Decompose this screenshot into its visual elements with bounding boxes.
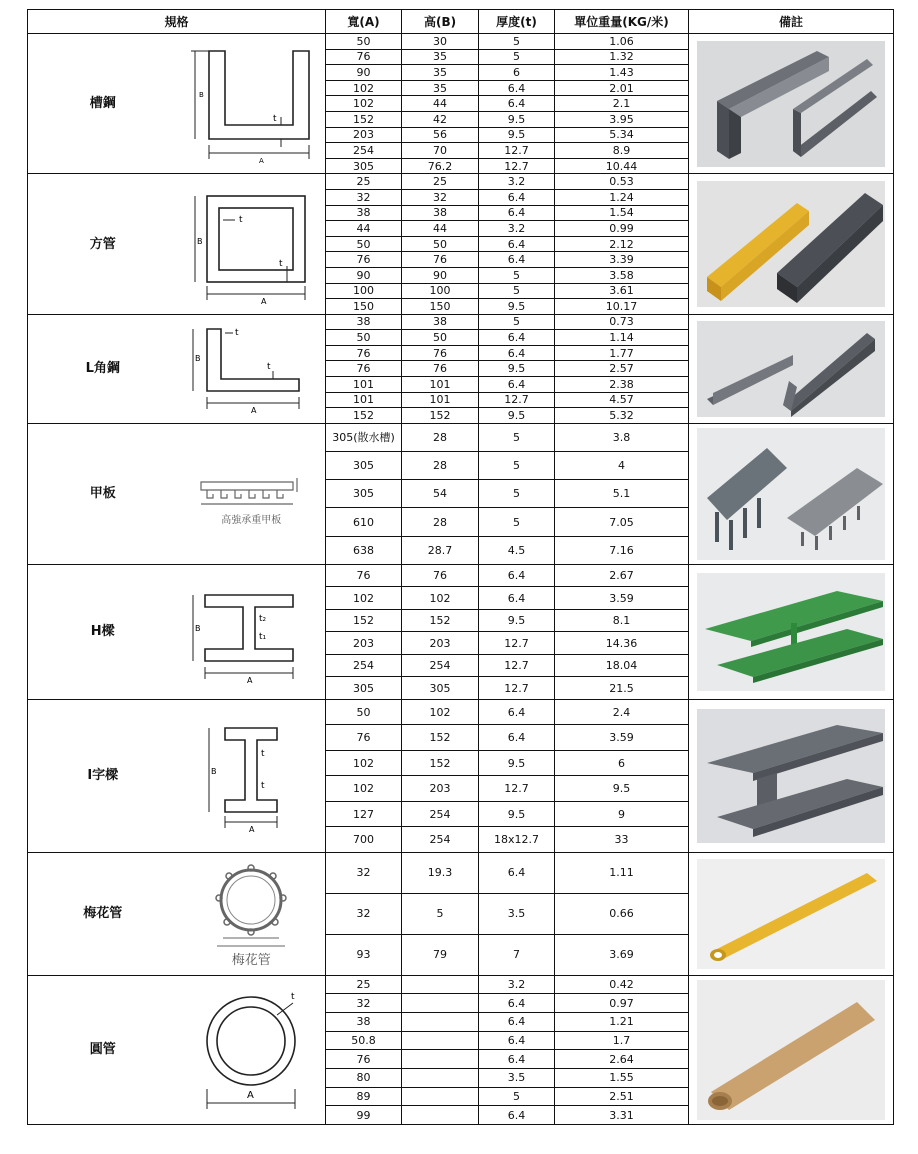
width-cell: 305 bbox=[326, 452, 402, 480]
svg-text:t: t bbox=[235, 327, 239, 338]
width-cell: 25 bbox=[326, 174, 402, 190]
thickness-cell: 5 bbox=[479, 1087, 555, 1106]
weight-cell: 4.57 bbox=[555, 392, 689, 408]
thickness-cell: 6.4 bbox=[479, 345, 555, 361]
cross-section-diagram bbox=[178, 699, 326, 852]
height-cell: 102 bbox=[402, 587, 479, 610]
weight-cell: 1.06 bbox=[555, 34, 689, 50]
width-cell: 89 bbox=[326, 1087, 402, 1106]
thickness-cell: 12.7 bbox=[479, 143, 555, 159]
thickness-cell: 5 bbox=[479, 452, 555, 480]
thickness-cell: 9.5 bbox=[479, 801, 555, 827]
svg-text:t: t bbox=[273, 113, 277, 124]
width-cell: 50 bbox=[326, 699, 402, 725]
thickness-cell: 9.5 bbox=[479, 408, 555, 424]
height-cell: 101 bbox=[402, 392, 479, 408]
header-weight: 單位重量(KG/米) bbox=[555, 10, 689, 34]
svg-text:t₂: t₂ bbox=[259, 613, 267, 624]
weight-cell: 0.73 bbox=[555, 314, 689, 330]
section-name: L角鋼 bbox=[28, 314, 178, 423]
width-cell: 101 bbox=[326, 392, 402, 408]
diagram-caption: 高強承重甲板 bbox=[221, 514, 282, 526]
cross-section-diagram bbox=[178, 852, 326, 975]
width-cell: 50.8 bbox=[326, 1031, 402, 1050]
thickness-cell: 6.4 bbox=[479, 1106, 555, 1125]
svg-text:B: B bbox=[195, 623, 201, 633]
height-cell: 152 bbox=[402, 750, 479, 776]
width-cell: 102 bbox=[326, 776, 402, 802]
width-cell: 50 bbox=[326, 34, 402, 50]
height-cell: 35 bbox=[402, 80, 479, 96]
thickness-cell: 5 bbox=[479, 283, 555, 299]
width-cell: 700 bbox=[326, 827, 402, 853]
height-cell: 76 bbox=[402, 361, 479, 377]
height-cell bbox=[402, 1050, 479, 1069]
width-cell: 76 bbox=[326, 725, 402, 751]
weight-cell: 2.1 bbox=[555, 96, 689, 112]
product-photo bbox=[689, 564, 894, 699]
weight-cell: 1.14 bbox=[555, 330, 689, 346]
width-cell: 203 bbox=[326, 127, 402, 143]
weight-cell: 14.36 bbox=[555, 632, 689, 655]
weight-cell: 2.12 bbox=[555, 236, 689, 252]
weight-cell: 2.57 bbox=[555, 361, 689, 377]
height-cell: 102 bbox=[402, 699, 479, 725]
cross-section-diagram bbox=[178, 314, 326, 423]
weight-cell: 1.54 bbox=[555, 205, 689, 221]
height-cell: 254 bbox=[402, 827, 479, 853]
weight-cell: 0.99 bbox=[555, 221, 689, 237]
thickness-cell: 5 bbox=[479, 49, 555, 65]
thickness-cell: 6.4 bbox=[479, 852, 555, 893]
weight-cell: 2.38 bbox=[555, 377, 689, 393]
width-cell: 76 bbox=[326, 252, 402, 268]
thickness-cell: 3.5 bbox=[479, 1068, 555, 1087]
width-cell: 102 bbox=[326, 96, 402, 112]
thickness-cell: 12.7 bbox=[479, 654, 555, 677]
width-cell: 38 bbox=[326, 1013, 402, 1032]
height-cell: 38 bbox=[402, 205, 479, 221]
svg-text:B: B bbox=[211, 766, 217, 776]
cross-section-diagram bbox=[178, 975, 326, 1124]
width-cell: 638 bbox=[326, 536, 402, 564]
svg-text:t: t bbox=[267, 361, 271, 372]
width-cell: 305 bbox=[326, 480, 402, 508]
thickness-cell: 12.7 bbox=[479, 632, 555, 655]
product-photo bbox=[689, 174, 894, 314]
thickness-cell: 5 bbox=[479, 480, 555, 508]
weight-cell: 10.44 bbox=[555, 158, 689, 174]
weight-cell: 1.7 bbox=[555, 1031, 689, 1050]
section-name: 槽鋼 bbox=[28, 34, 178, 174]
height-cell: 30 bbox=[402, 34, 479, 50]
thickness-cell: 7 bbox=[479, 934, 555, 975]
weight-cell: 2.64 bbox=[555, 1050, 689, 1069]
table-row bbox=[28, 852, 894, 893]
thickness-cell: 12.7 bbox=[479, 392, 555, 408]
height-cell: 152 bbox=[402, 408, 479, 424]
table-row bbox=[28, 34, 894, 50]
header-height: 高(B) bbox=[402, 10, 479, 34]
width-cell: 76 bbox=[326, 345, 402, 361]
weight-cell: 8.1 bbox=[555, 609, 689, 632]
weight-cell: 3.61 bbox=[555, 283, 689, 299]
weight-cell: 2.4 bbox=[555, 699, 689, 725]
thickness-cell: 9.5 bbox=[479, 361, 555, 377]
thickness-cell: 5 bbox=[479, 314, 555, 330]
thickness-cell: 5 bbox=[479, 34, 555, 50]
header-width: 寬(A) bbox=[326, 10, 402, 34]
cross-section-diagram bbox=[178, 34, 326, 174]
weight-cell: 7.16 bbox=[555, 536, 689, 564]
product-photo bbox=[689, 852, 894, 975]
height-cell: 19.3 bbox=[402, 852, 479, 893]
height-cell: 76 bbox=[402, 252, 479, 268]
height-cell: 70 bbox=[402, 143, 479, 159]
thickness-cell: 3.2 bbox=[479, 174, 555, 190]
weight-cell: 2.51 bbox=[555, 1087, 689, 1106]
weight-cell: 7.05 bbox=[555, 508, 689, 536]
header-row bbox=[28, 10, 894, 34]
weight-cell: 3.8 bbox=[555, 423, 689, 451]
svg-text:t: t bbox=[279, 258, 283, 269]
weight-cell: 0.42 bbox=[555, 975, 689, 994]
height-cell: 152 bbox=[402, 725, 479, 751]
height-cell: 28 bbox=[402, 423, 479, 451]
svg-text:A: A bbox=[259, 156, 265, 165]
header-thickness: 厚度(t) bbox=[479, 10, 555, 34]
width-cell: 610 bbox=[326, 508, 402, 536]
svg-text:B: B bbox=[195, 353, 201, 363]
svg-text:A: A bbox=[251, 405, 257, 415]
weight-cell: 3.39 bbox=[555, 252, 689, 268]
section-name: 甲板 bbox=[28, 423, 178, 564]
width-cell: 32 bbox=[326, 994, 402, 1013]
height-cell: 56 bbox=[402, 127, 479, 143]
svg-text:B: B bbox=[197, 236, 203, 246]
section-name: 圓管 bbox=[28, 975, 178, 1124]
height-cell: 44 bbox=[402, 221, 479, 237]
svg-text:A: A bbox=[247, 1089, 255, 1101]
svg-text:t: t bbox=[261, 748, 265, 759]
weight-cell: 1.55 bbox=[555, 1068, 689, 1087]
thickness-cell: 5 bbox=[479, 508, 555, 536]
weight-cell: 3.69 bbox=[555, 934, 689, 975]
height-cell bbox=[402, 975, 479, 994]
width-cell: 254 bbox=[326, 143, 402, 159]
height-cell: 44 bbox=[402, 96, 479, 112]
height-cell: 254 bbox=[402, 801, 479, 827]
thickness-cell: 9.5 bbox=[479, 299, 555, 315]
height-cell: 101 bbox=[402, 377, 479, 393]
cross-section-diagram bbox=[178, 174, 326, 314]
weight-cell: 3.58 bbox=[555, 267, 689, 283]
height-cell bbox=[402, 1106, 479, 1125]
weight-cell: 6 bbox=[555, 750, 689, 776]
width-cell: 80 bbox=[326, 1068, 402, 1087]
thickness-cell: 6.4 bbox=[479, 205, 555, 221]
height-cell bbox=[402, 1013, 479, 1032]
weight-cell: 4 bbox=[555, 452, 689, 480]
thickness-cell: 6.4 bbox=[479, 1013, 555, 1032]
height-cell: 28 bbox=[402, 452, 479, 480]
height-cell bbox=[402, 1068, 479, 1087]
thickness-cell: 6.4 bbox=[479, 699, 555, 725]
thickness-cell: 6.4 bbox=[479, 252, 555, 268]
product-photo bbox=[689, 314, 894, 423]
height-cell bbox=[402, 1031, 479, 1050]
width-cell: 93 bbox=[326, 934, 402, 975]
height-cell: 50 bbox=[402, 330, 479, 346]
height-cell: 203 bbox=[402, 776, 479, 802]
weight-cell: 8.9 bbox=[555, 143, 689, 159]
width-cell: 102 bbox=[326, 587, 402, 610]
diagram-caption: 梅花管 bbox=[231, 953, 271, 969]
width-cell: 101 bbox=[326, 377, 402, 393]
height-cell bbox=[402, 1087, 479, 1106]
section-name: 方管 bbox=[28, 174, 178, 314]
section-name: 梅花管 bbox=[28, 852, 178, 975]
width-cell: 254 bbox=[326, 654, 402, 677]
table-row bbox=[28, 314, 894, 330]
width-cell: 32 bbox=[326, 189, 402, 205]
height-cell: 28 bbox=[402, 508, 479, 536]
weight-cell: 1.11 bbox=[555, 852, 689, 893]
thickness-cell: 6.4 bbox=[479, 189, 555, 205]
width-cell: 203 bbox=[326, 632, 402, 655]
thickness-cell: 3.5 bbox=[479, 893, 555, 934]
spec-table-container bbox=[27, 9, 893, 1125]
section-name: I字樑 bbox=[28, 699, 178, 852]
width-cell: 152 bbox=[326, 609, 402, 632]
height-cell: 100 bbox=[402, 283, 479, 299]
svg-text:A: A bbox=[247, 675, 253, 685]
width-cell: 152 bbox=[326, 408, 402, 424]
width-cell: 90 bbox=[326, 65, 402, 81]
frp-profile-spec-table bbox=[27, 9, 894, 1125]
thickness-cell: 3.2 bbox=[479, 975, 555, 994]
weight-cell: 1.24 bbox=[555, 189, 689, 205]
width-cell: 76 bbox=[326, 1050, 402, 1069]
weight-cell: 3.31 bbox=[555, 1106, 689, 1125]
thickness-cell: 12.7 bbox=[479, 677, 555, 700]
weight-cell: 3.59 bbox=[555, 725, 689, 751]
width-cell: 127 bbox=[326, 801, 402, 827]
width-cell: 32 bbox=[326, 893, 402, 934]
product-photo bbox=[689, 423, 894, 564]
weight-cell: 10.17 bbox=[555, 299, 689, 315]
product-photo bbox=[689, 975, 894, 1124]
thickness-cell: 6.4 bbox=[479, 330, 555, 346]
height-cell: 203 bbox=[402, 632, 479, 655]
height-cell: 32 bbox=[402, 189, 479, 205]
height-cell: 76 bbox=[402, 345, 479, 361]
header-remark: 備註 bbox=[689, 10, 894, 34]
weight-cell: 0.97 bbox=[555, 994, 689, 1013]
thickness-cell: 9.5 bbox=[479, 127, 555, 143]
svg-text:t: t bbox=[239, 214, 243, 225]
table-row bbox=[28, 423, 894, 451]
thickness-cell: 6.4 bbox=[479, 377, 555, 393]
width-cell: 100 bbox=[326, 283, 402, 299]
weight-cell: 2.01 bbox=[555, 80, 689, 96]
height-cell: 35 bbox=[402, 49, 479, 65]
height-cell: 79 bbox=[402, 934, 479, 975]
height-cell: 76.2 bbox=[402, 158, 479, 174]
svg-text:t₁: t₁ bbox=[259, 631, 267, 642]
width-cell: 38 bbox=[326, 205, 402, 221]
thickness-cell: 6.4 bbox=[479, 96, 555, 112]
weight-cell: 3.95 bbox=[555, 111, 689, 127]
thickness-cell: 9.5 bbox=[479, 609, 555, 632]
width-cell: 76 bbox=[326, 49, 402, 65]
thickness-cell: 6 bbox=[479, 65, 555, 81]
section-name: H樑 bbox=[28, 564, 178, 699]
svg-text:A: A bbox=[249, 824, 255, 834]
width-cell: 76 bbox=[326, 361, 402, 377]
weight-cell: 5.34 bbox=[555, 127, 689, 143]
height-cell: 5 bbox=[402, 893, 479, 934]
thickness-cell: 9.5 bbox=[479, 111, 555, 127]
thickness-cell: 5 bbox=[479, 423, 555, 451]
weight-cell: 3.59 bbox=[555, 587, 689, 610]
height-cell: 254 bbox=[402, 654, 479, 677]
thickness-cell: 4.5 bbox=[479, 536, 555, 564]
weight-cell: 0.66 bbox=[555, 893, 689, 934]
svg-text:t: t bbox=[291, 991, 295, 1002]
width-cell: 102 bbox=[326, 750, 402, 776]
height-cell: 35 bbox=[402, 65, 479, 81]
svg-text:A: A bbox=[261, 296, 267, 306]
width-cell: 38 bbox=[326, 314, 402, 330]
thickness-cell: 6.4 bbox=[479, 80, 555, 96]
weight-cell: 9.5 bbox=[555, 776, 689, 802]
weight-cell: 1.32 bbox=[555, 49, 689, 65]
height-cell: 38 bbox=[402, 314, 479, 330]
width-cell: 76 bbox=[326, 564, 402, 587]
thickness-cell: 6.4 bbox=[479, 587, 555, 610]
width-cell: 102 bbox=[326, 80, 402, 96]
weight-cell: 1.43 bbox=[555, 65, 689, 81]
table-row bbox=[28, 174, 894, 190]
table-row bbox=[28, 699, 894, 725]
height-cell bbox=[402, 994, 479, 1013]
width-cell: 50 bbox=[326, 330, 402, 346]
height-cell: 150 bbox=[402, 299, 479, 315]
weight-cell: 21.5 bbox=[555, 677, 689, 700]
width-cell: 50 bbox=[326, 236, 402, 252]
width-cell: 305 bbox=[326, 158, 402, 174]
weight-cell: 1.21 bbox=[555, 1013, 689, 1032]
svg-text:B: B bbox=[199, 90, 205, 99]
width-cell: 150 bbox=[326, 299, 402, 315]
width-cell: 90 bbox=[326, 267, 402, 283]
weight-cell: 2.67 bbox=[555, 564, 689, 587]
weight-cell: 5.32 bbox=[555, 408, 689, 424]
weight-cell: 9 bbox=[555, 801, 689, 827]
height-cell: 28.7 bbox=[402, 536, 479, 564]
width-cell: 32 bbox=[326, 852, 402, 893]
thickness-cell: 6.4 bbox=[479, 1031, 555, 1050]
thickness-cell: 5 bbox=[479, 267, 555, 283]
width-cell: 152 bbox=[326, 111, 402, 127]
height-cell: 54 bbox=[402, 480, 479, 508]
height-cell: 152 bbox=[402, 609, 479, 632]
width-cell: 305 bbox=[326, 677, 402, 700]
weight-cell: 33 bbox=[555, 827, 689, 853]
product-photo bbox=[689, 34, 894, 174]
thickness-cell: 9.5 bbox=[479, 750, 555, 776]
thickness-cell: 18x12.7 bbox=[479, 827, 555, 853]
cross-section-diagram bbox=[178, 564, 326, 699]
width-cell: 25 bbox=[326, 975, 402, 994]
thickness-cell: 12.7 bbox=[479, 776, 555, 802]
width-cell: 44 bbox=[326, 221, 402, 237]
height-cell: 25 bbox=[402, 174, 479, 190]
thickness-cell: 6.4 bbox=[479, 564, 555, 587]
thickness-cell: 3.2 bbox=[479, 221, 555, 237]
thickness-cell: 6.4 bbox=[479, 994, 555, 1013]
weight-cell: 1.77 bbox=[555, 345, 689, 361]
header-spec: 規格 bbox=[28, 10, 326, 34]
thickness-cell: 6.4 bbox=[479, 725, 555, 751]
svg-text:t: t bbox=[261, 780, 265, 791]
weight-cell: 5.1 bbox=[555, 480, 689, 508]
thickness-cell: 6.4 bbox=[479, 236, 555, 252]
thickness-cell: 6.4 bbox=[479, 1050, 555, 1069]
height-cell: 305 bbox=[402, 677, 479, 700]
width-cell: 305(散水槽) bbox=[326, 423, 402, 451]
width-cell: 99 bbox=[326, 1106, 402, 1125]
height-cell: 50 bbox=[402, 236, 479, 252]
height-cell: 76 bbox=[402, 564, 479, 587]
height-cell: 42 bbox=[402, 111, 479, 127]
cross-section-diagram bbox=[178, 423, 326, 564]
table-row bbox=[28, 564, 894, 587]
product-photo bbox=[689, 699, 894, 852]
height-cell: 90 bbox=[402, 267, 479, 283]
weight-cell: 18.04 bbox=[555, 654, 689, 677]
table-row bbox=[28, 975, 894, 994]
weight-cell: 0.53 bbox=[555, 174, 689, 190]
thickness-cell: 12.7 bbox=[479, 158, 555, 174]
